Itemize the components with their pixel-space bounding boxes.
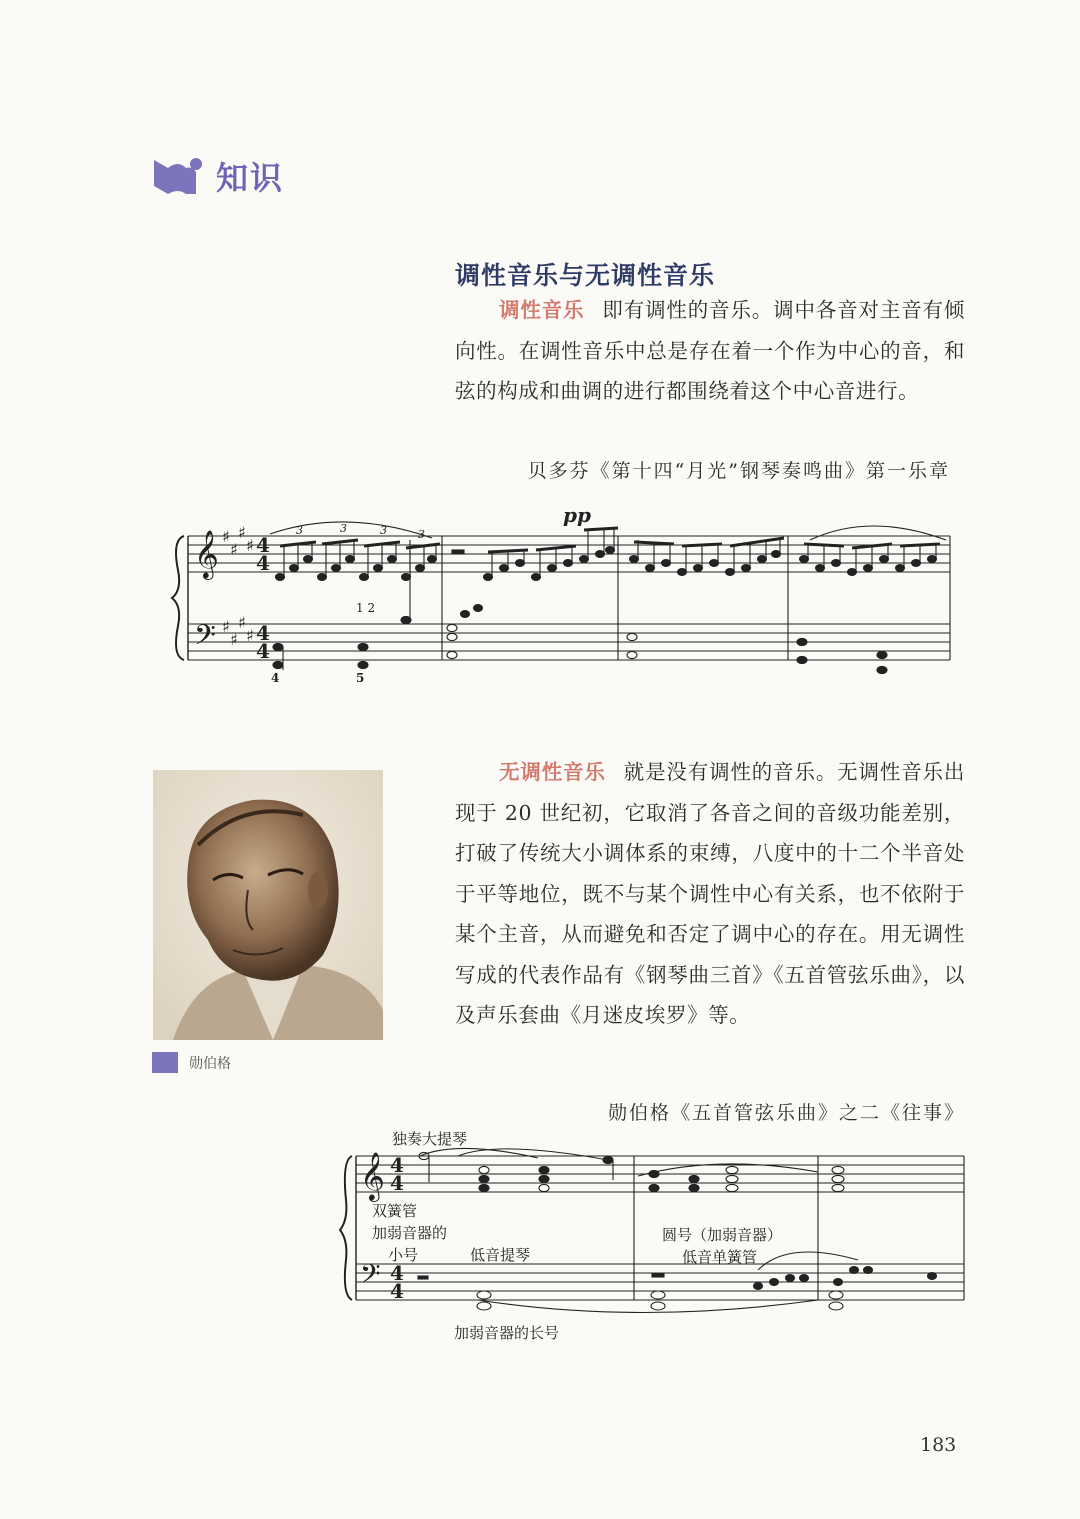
photo-caption — [152, 1052, 231, 1073]
five-orchestral-pieces-score — [338, 1120, 968, 1350]
svg-text:♯: ♯ — [230, 630, 238, 649]
svg-text:4: 4 — [256, 533, 270, 557]
caption-swatch — [152, 1052, 178, 1073]
svg-text:4: 4 — [390, 1153, 404, 1177]
svg-text:♯: ♯ — [238, 523, 246, 542]
svg-text:♯: ♯ — [230, 540, 238, 559]
label-muted-trumpet: 加弱音器的 — [372, 1224, 448, 1242]
svg-text:♯: ♯ — [246, 536, 254, 555]
fingering-label-3: 5 — [356, 671, 365, 685]
svg-text:4: 4 — [390, 1171, 404, 1195]
key-signature-sharps — [222, 523, 254, 649]
schoenberg-photo — [153, 770, 383, 1040]
svg-text:3: 3 — [340, 522, 347, 535]
moonlight-sonata-caption: 贝多芬《第十四“月光”钢琴奏鸣曲》第一乐章 — [527, 460, 950, 482]
svg-text:4: 4 — [390, 1279, 404, 1303]
svg-text:♯: ♯ — [222, 617, 230, 636]
label-horn: 圆号（加弱音器） — [662, 1226, 783, 1244]
atonal-music-term: 无调性音乐 — [499, 760, 606, 784]
tonal-music-term: 调性音乐 — [499, 298, 585, 322]
svg-text:♯: ♯ — [246, 626, 254, 645]
bass-clef-icon-2: 𝄢 — [360, 1258, 381, 1296]
svg-text:3: 3 — [296, 524, 303, 537]
book-person-icon — [152, 152, 208, 200]
time-signatures — [256, 533, 270, 663]
label-muted-trombone: 加弱音器的长号 — [454, 1324, 560, 1342]
label-muted-trumpet-2: 小号 — [388, 1246, 419, 1264]
section-title: 调性音乐与无调性音乐 — [455, 261, 716, 290]
label-bass-clarinet: 低音单簧管 — [682, 1248, 758, 1266]
fingering-label-1: 1 2 — [356, 601, 376, 615]
svg-text:♯: ♯ — [238, 613, 246, 632]
atonal-music-paragraph — [455, 752, 965, 1036]
page-number: 183 — [920, 1434, 957, 1456]
dynamic-pianissimo: pp — [563, 503, 591, 527]
atonal-music-text: 就是没有调性的音乐。无调性音乐出现于 20 世纪初，它取消了各音之间的音级功能差别，打破了传统大小调体系的束缚，八度中的十二个半音处于平等地位，既不与某个调性中心有关系，也不依附于某个主音，从而避免和否定了调中心的存在。用无调性写成的代表作品有《钢琴曲三首》《五首管弦乐曲》，以及声乐套曲《月迷皮埃罗》等。 — [455, 760, 966, 1027]
portrait-image — [153, 770, 383, 1040]
svg-text:4: 4 — [390, 1261, 404, 1285]
svg-text:4: 4 — [256, 639, 270, 663]
five-orchestral-pieces-caption: 勋伯格《五首管弦乐曲》之二《往事》 — [607, 1102, 965, 1124]
tonal-music-paragraph — [455, 290, 965, 412]
fingering-label-2: 4 — [271, 671, 280, 685]
svg-text:4: 4 — [256, 551, 270, 575]
treble-clef-icon: 𝄞 — [194, 529, 219, 578]
header-title: 知识 — [216, 159, 285, 197]
label-oboe: 双簧管 — [372, 1202, 418, 1220]
treble-clef-icon-2: 𝄞 — [360, 1151, 385, 1200]
triplet-marks — [296, 522, 425, 541]
label-double-bass: 低音提琴 — [470, 1246, 531, 1264]
svg-text:♯: ♯ — [222, 527, 230, 546]
svg-text:3: 3 — [418, 528, 425, 541]
svg-text:4: 4 — [256, 621, 270, 645]
tonal-music-text: 即有调性的音乐。调中各音对主音有倾向性。在调性音乐中总是存在着一个作为中心的音，和弦的构成和曲调的进行都围绕着这个中心音进行。 — [455, 298, 966, 403]
knowledge-header — [152, 152, 284, 200]
svg-text:3: 3 — [380, 524, 387, 537]
label-solo-cello: 独奏大提琴 — [392, 1130, 468, 1148]
photo-caption-label: 勋伯格 — [189, 1055, 231, 1072]
bass-clef-icon: 𝄢 — [194, 619, 216, 659]
moonlight-sonata-score — [170, 500, 960, 690]
